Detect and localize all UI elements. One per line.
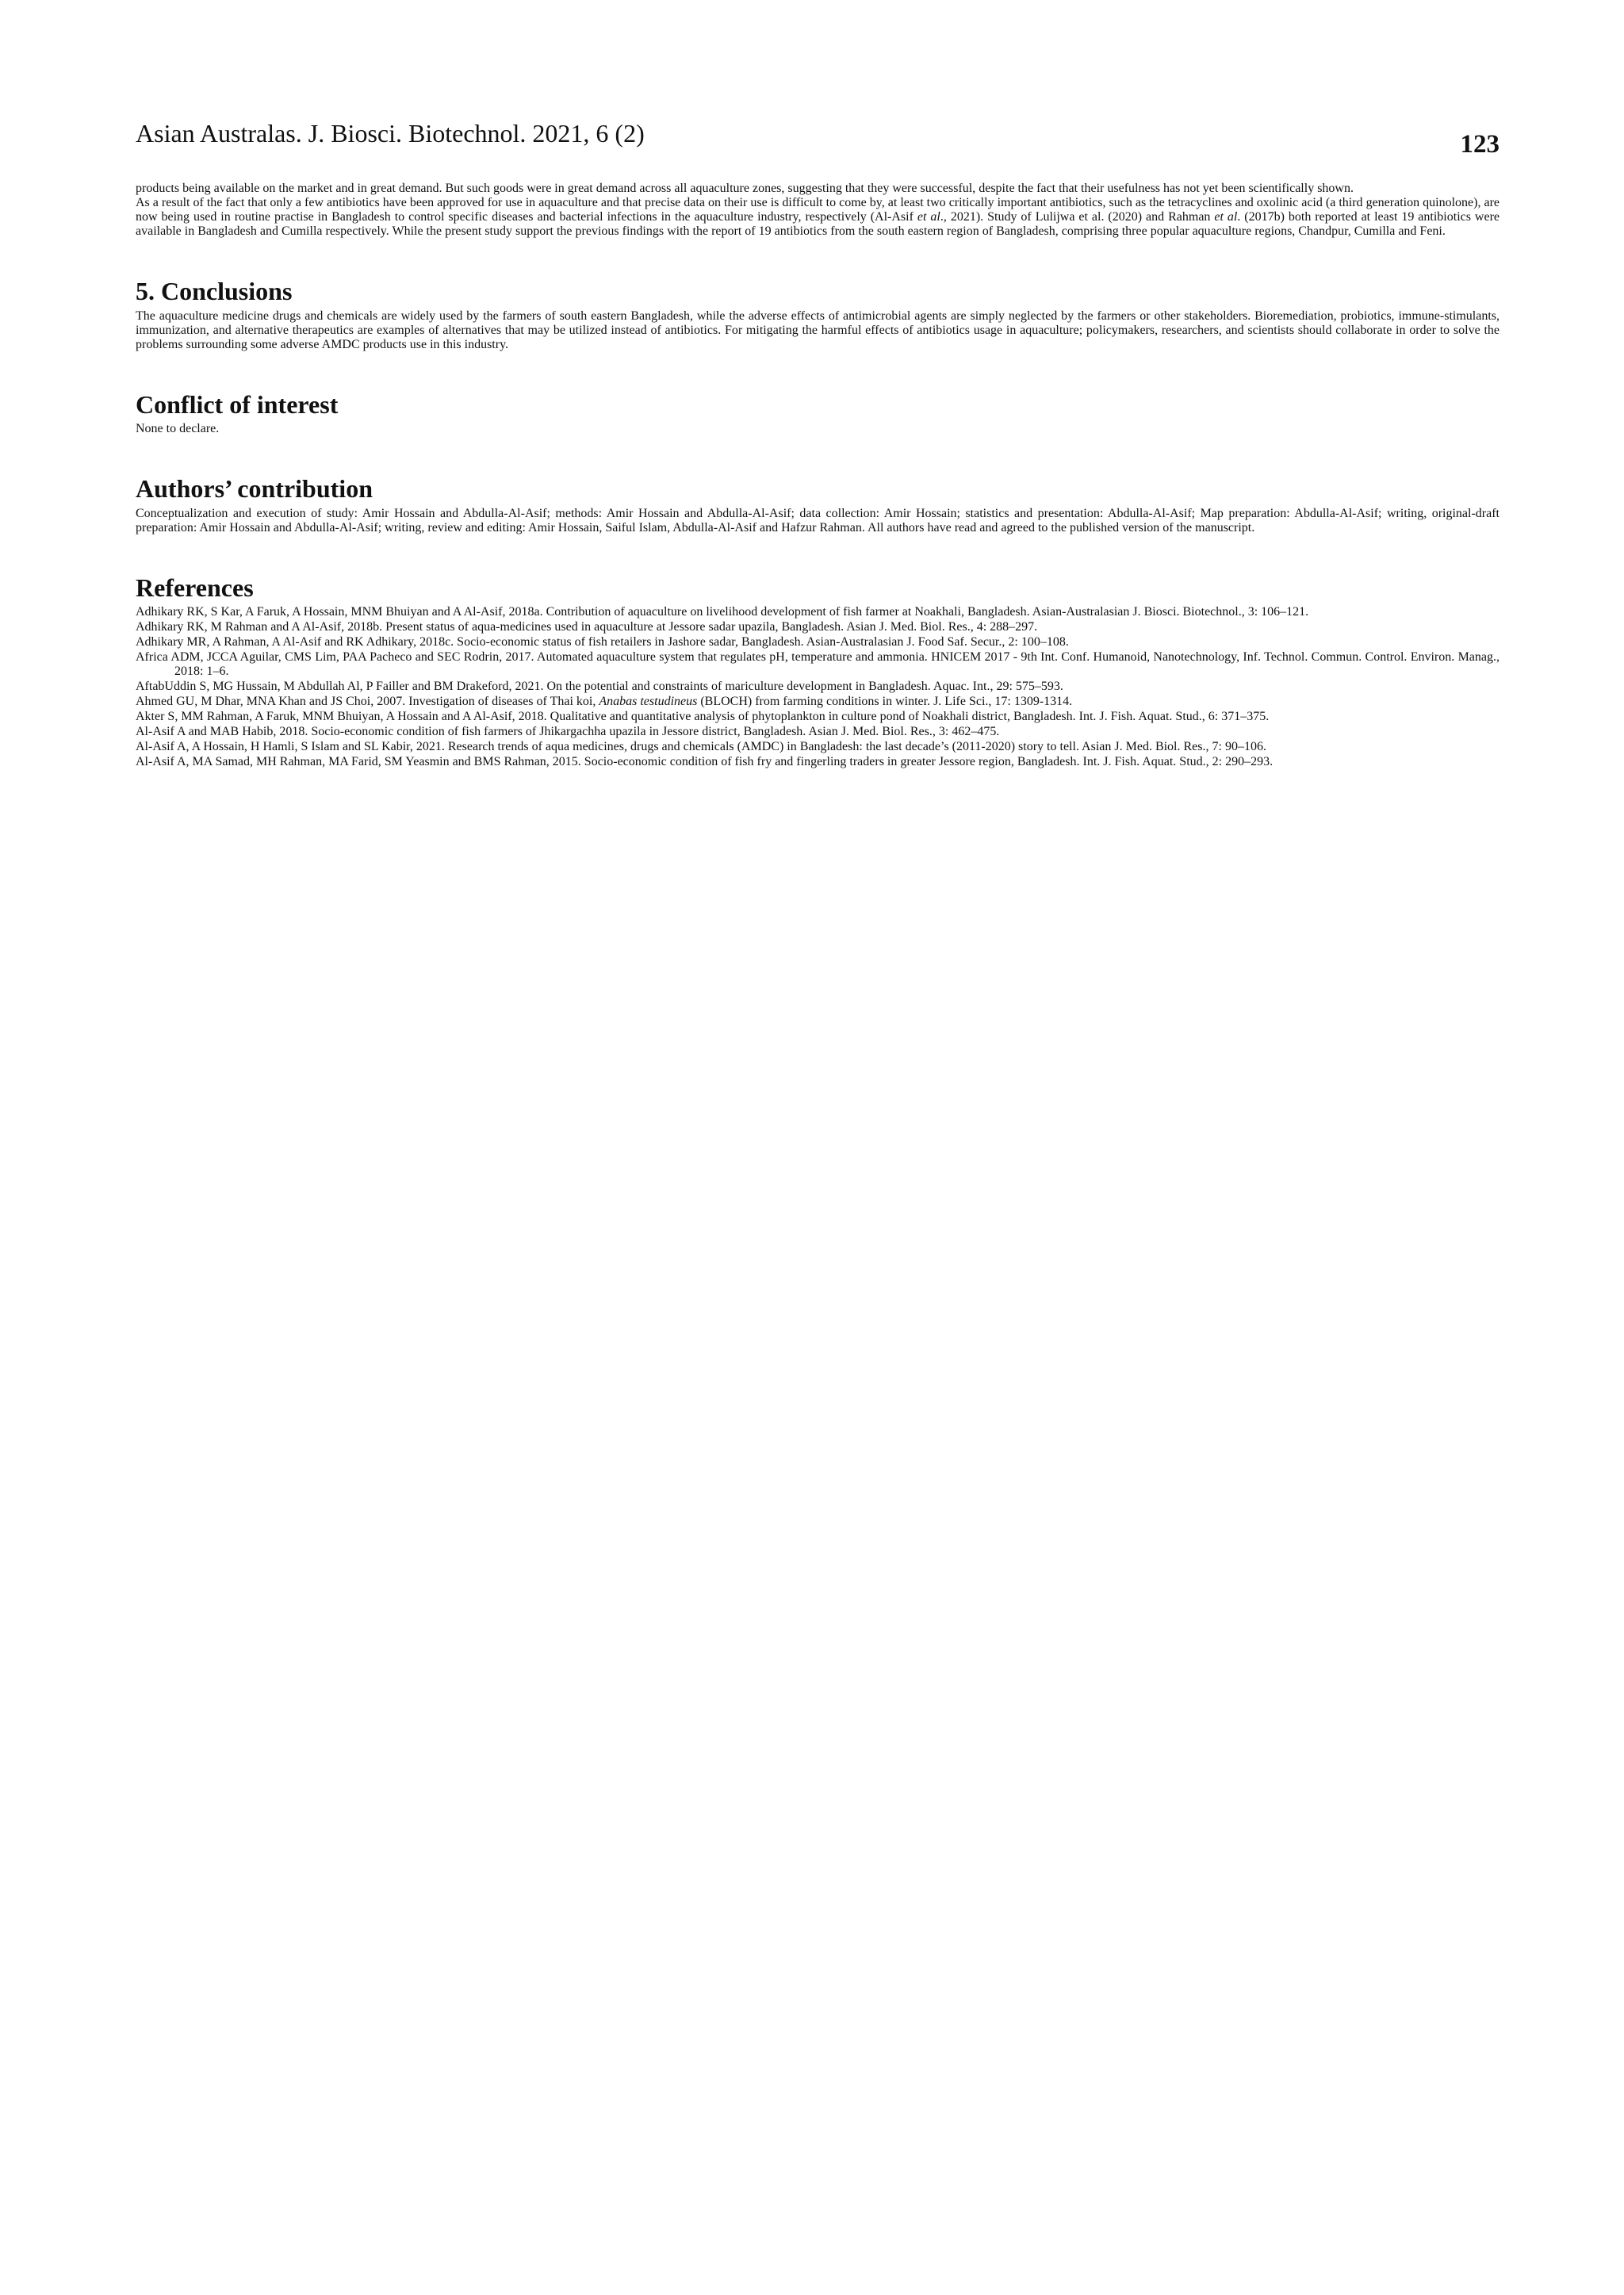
reference-text: Adhikary RK, M Rahman and A Al-Asif, 2018b. Present status of aqua-medicines used in aquaculture at Jessore sadar upazila, Bangladesh. Asian J. Med. Biol. Res., 4: 288–297. [136,620,1038,634]
reference-item [136,635,1500,649]
et-al-italic: et al [917,210,940,224]
reference-text: Africa ADM, JCCA Aguilar, CMS Lim, PAA Pacheco and SEC Rodrin, 2017. Automated aquaculture system that regulates pH, temperature and ammonia. HNICEM 2017 - 9th Int. Conf. Humanoid, Nanotechnology, Inf. Technol. Commun. Control. Environ. Manag., 2018: 1–6. [136,650,1500,678]
reference-text: (BLOCH) from farming conditions in winter. J. Life Sci., 17: 1309-1314. [697,695,1073,708]
reference-item [136,755,1500,769]
section-spacer [136,239,1500,274]
reference-text: Ahmed GU, M Dhar, MNA Khan and JS Choi, 2007. Investigation of diseases of Thai koi, [136,695,599,708]
reference-item [136,740,1500,754]
reference-list [136,605,1500,769]
section-spacer [136,436,1500,471]
contribution-paragraph: Conceptualization and execution of study: Amir Hossain and Abdulla-Al-Asif; methods: Amir Hossain and Abdulla-Al-Asif; data collection: Amir Hossain; statistics and presentation: Abdulla-Al-Asif; Map preparation: Abdulla-Al-Asif; writing, original-draft preparation: Amir Hossain and Abdulla-Al-Asif; writing, review and editing: Amir Hossain, Saiful Islam, Abdulla-Al-Asif and Hafzur Rahman. All authors have read and agreed to the published version of the manuscript. [136,506,1500,534]
reference-item [136,620,1500,634]
reference-item [136,695,1500,709]
discussion-paragraph [136,196,1500,239]
section-spacer [136,535,1500,570]
reference-text: Adhikary MR, A Rahman, A Al-Asif and RK Adhikary, 2018c. Socio-economic status of fish retailers in Jashore sadar, Bangladesh. Asian-Australasian J. Food Saf. Secur., 2: 100–108. [136,635,1069,649]
discussion-text: As a result of the fact that only a few antibiotics have been approved for use in aquaculture and that precise data on their use is difficult to come by, at least two critically important antibiotics, such as the tetracyclines and oxolinic acid (a third generation quinolone), are now being used in routine practise in Bangladesh to control specific diseases and bacterial infections in the aquaculture industry, respectively (Al-Asif [136,196,1500,224]
reference-text: Al-Asif A, A Hossain, H Hamli, S Islam and SL Kabir, 2021. Research trends of aqua medicines, drugs and chemicals (AMDC) in Bangladesh: the last decade’s (2011-2020) story to tell. Asian J. Med. Biol. Res., 7: 90–106. [136,740,1266,753]
section-spacer [136,352,1500,387]
species-name-italic: Anabas testudineus [599,695,698,708]
reference-item [136,650,1500,679]
conflict-heading: Conflict of interest [136,389,339,419]
reference-item [136,710,1500,724]
contribution-heading: Authors’ contribution [136,474,373,503]
conclusions-heading: 5. Conclusions [136,277,293,305]
running-head: Asian Australas. J. Biosci. Biotechnol. 2021, 6 (2) [136,119,645,148]
reference-text: Akter S, MM Rahman, A Faruk, MNM Bhuiyan, A Hossain and A Al-Asif, 2018. Qualitative and quantitative analysis of phytoplankton in culture pond of Noakhali district, Bangladesh. Int. J. Fish. Aquat. Stud., 6: 371–375. [136,710,1270,723]
discussion-paragraph [136,182,1500,196]
page-number: 123 [1460,130,1500,159]
reference-item [136,605,1500,619]
discussion-text: products being available on the market and in great demand. But such goods were in great demand across all aquaculture zones, suggesting that they were successful, despite the fact that their usefulness has not yet been scientifically shown. [136,182,1354,195]
article-body [136,182,1500,770]
reference-text: Al-Asif A, MA Samad, MH Rahman, MA Farid, SM Yeasmin and BMS Rahman, 2015. Socio-economic condition of fish fry and fingerling traders in greater Jessore region, Bangladesh. Int. J. Fish. Aquat. Stud., 2: 290–293. [136,755,1274,768]
et-al-italic: et al [1214,210,1238,224]
reference-text: Al-Asif A and MAB Habib, 2018. Socio-economic condition of fish farmers of Jhikargachha upazila in Jessore district, Bangladesh. Asian J. Med. Biol. Res., 3: 462–475. [136,725,1000,738]
reference-text: AftabUddin S, MG Hussain, M Abdullah Al, P Failler and BM Drakeford, 2021. On the potential and constraints of mariculture development in Bangladesh. Aquac. Int., 29: 575–593. [136,680,1063,693]
conflict-paragraph: None to declare. [136,422,220,435]
references-heading: References [136,573,254,602]
conclusions-paragraph: The aquaculture medicine drugs and chemicals are widely used by the farmers of south eastern Bangladesh, while the adverse effects of antimicrobial agents are simply neglected by the farmers or other stakeholders. Bioremediation, probiotics, immune-stimulants, immunization, and alternative therapeutics are examples of alternatives that may be utilized instead of antibiotics. For mitigating the harmful effects of antibiotics usage in aquaculture; policymakers, researchers, and scientists should collaborate in order to solve the problems surrounding some adverse AMDC products use in this industry. [136,308,1500,351]
reference-item [136,725,1500,739]
discussion-text: ., 2021). Study of Lulijwa et al. (2020) and Rahman [940,210,1215,224]
reference-item [136,680,1500,694]
reference-text: Adhikary RK, S Kar, A Faruk, A Hossain, MNM Bhuiyan and A Al-Asif, 2018a. Contribution of aquaculture on livelihood development of fish farmer at Noakhali, Bangladesh. Asian-Australasian J. Biosci. Biotechnol., 3: 106–121. [136,605,1309,619]
discussion-text: . (2017b) both reported at least 19 antibiotics were available in Bangladesh and Cumilla respectively. While the present study support the previous findings with the report of 19 antibiotics from the south eastern region of Bangladesh, comprising three popular aquaculture regions, Chandpur, Cumilla and Feni. [136,210,1500,238]
